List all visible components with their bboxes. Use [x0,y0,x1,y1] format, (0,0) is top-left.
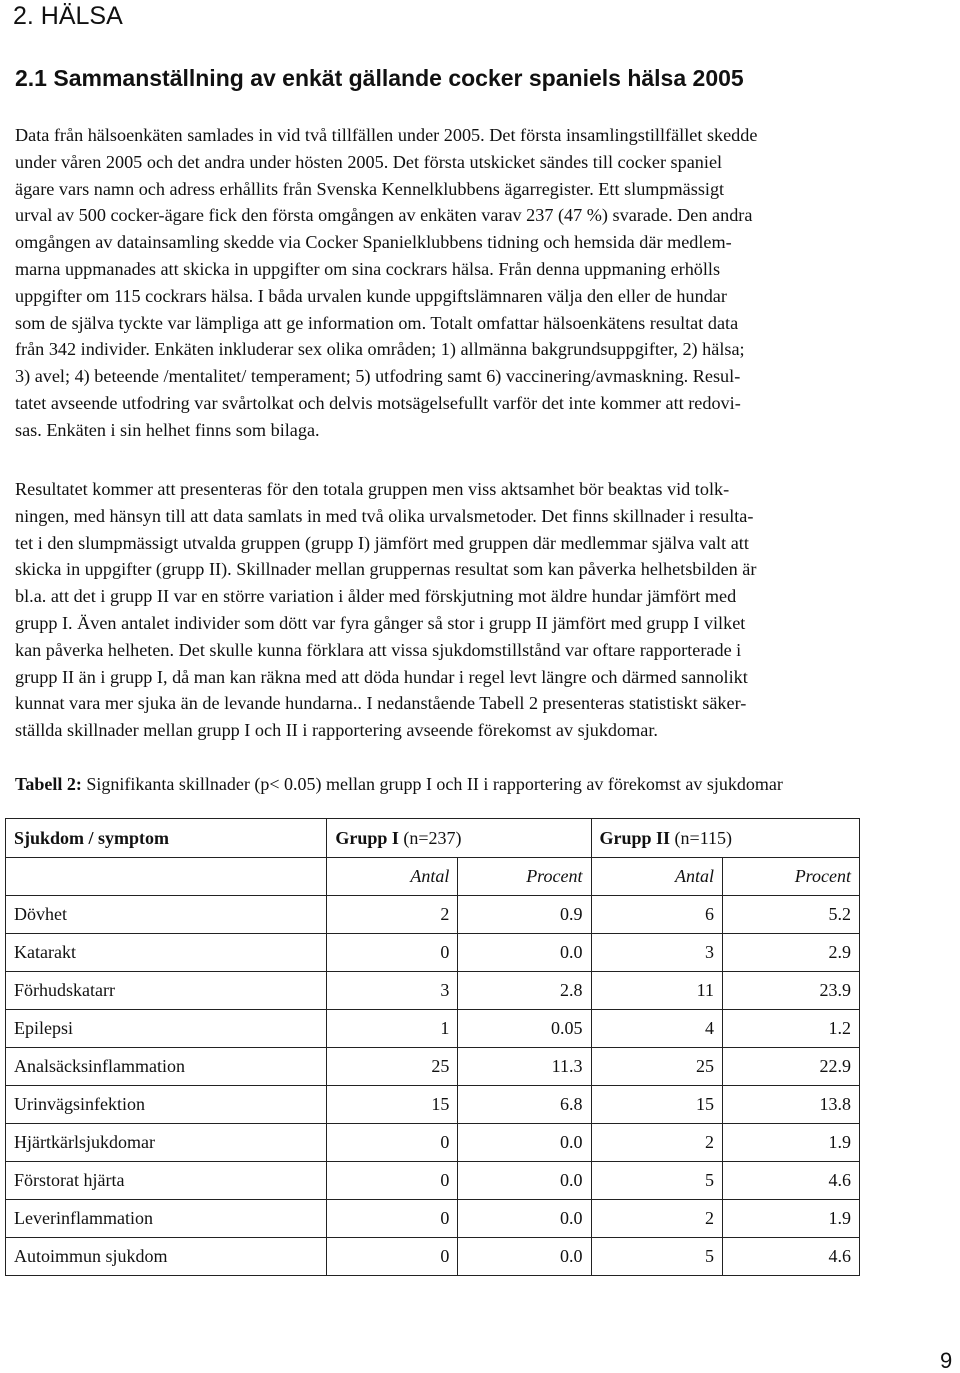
text-line: bl.a. att det i grupp II var en större variation i ålder med förskjutning mot äldre hundar jämfört med [15,586,737,607]
table-row [6,896,860,934]
cell-g1-procent: 0.0 [458,1124,591,1162]
text-line: kan påverka helheten. Det skulle kunna förklara att vissa sjukdomstillstånd var oftare rapporterade i [15,639,742,660]
header-group1-name: Grupp I [335,827,399,848]
text-line: marna uppmanades att skicka in uppgifter om sina cockrars hälsa. Från denna uppmaning erhölls [15,258,721,279]
cell-symptom: Hjärtkärlsjukdomar [6,1124,327,1162]
cell-g1-antal: 0 [327,1124,458,1162]
subheader-antal-g1: Antal [327,858,458,896]
page-number: 9 [940,1348,953,1373]
header-group2 [591,819,860,858]
subheader-procent-g1: Procent [458,858,591,896]
cell-g1-antal: 25 [327,1048,458,1086]
table-row [6,1200,860,1238]
cell-symptom: Autoimmun sjukdom [6,1238,327,1276]
header-group1-n: (n=237) [398,827,462,848]
cell-g2-procent: 1.9 [722,1200,859,1238]
table-row [6,1238,860,1276]
header-group1 [327,819,591,858]
cell-g1-antal: 0 [327,934,458,972]
cell-symptom: Förhudskatarr [6,972,327,1010]
cell-g2-procent: 23.9 [722,972,859,1010]
text-line: tet i den slumpmässigt utvalda gruppen (grupp I) jämfört med gruppen där medlemmar själva valt att [15,532,749,553]
table-row [6,1162,860,1200]
cell-g2-antal: 4 [591,1010,722,1048]
cell-symptom: Leverinflammation [6,1200,327,1238]
cell-g2-procent: 2.9 [722,934,859,972]
subheader-antal-g2: Antal [591,858,722,896]
header-group2-n: (n=115) [670,827,733,848]
table-row [6,1086,860,1124]
header-symptom: Sjukdom / symptom [6,819,327,858]
subheader-empty [6,858,327,896]
text-line: kunnat vara mer sjuka än de levande hundarna.. I nedanstående Tabell 2 presenteras statistiskt säker- [15,693,747,714]
section-heading: 2.1 Sammanställning av enkät gällande cocker spaniels hälsa 2005 [15,65,744,91]
text-line: grupp II än i grupp I, då man kan räkna med att döda hundar i regel levt längre och därmed sannolikt [15,666,748,687]
cell-g1-procent: 11.3 [458,1048,591,1086]
cell-g2-antal: 2 [591,1124,722,1162]
text-line: Data från hälsoenkäten samlades in vid två tillfällen under 2005. Det första insamlingstillfället skedde [15,125,758,145]
cell-g2-antal: 5 [591,1238,722,1276]
table-row [6,934,860,972]
chapter-heading: 2. HÄLSA [13,2,123,30]
table-row [6,1010,860,1048]
cell-symptom: Dövhet [6,896,327,934]
table-caption-text: Signifikanta skillnader (p< 0.05) mellan grupp I och II i rapportering av förekomst av sjukdomar [81,774,783,794]
cell-g1-antal: 0 [327,1200,458,1238]
cell-g2-antal: 3 [591,934,722,972]
cell-g2-antal: 11 [591,972,722,1010]
cell-g2-procent: 4.6 [722,1238,859,1276]
cell-g2-procent: 1.2 [722,1010,859,1048]
cell-g2-antal: 5 [591,1162,722,1200]
text-line: omgången av datainsamling skedde via Cocker Spanielklubbens tidning och hemsida där medlem- [15,232,732,253]
text-line: skicka in uppgifter (grupp II). Skillnader mellan gruppernas resultat som kan påverka helhetsbilden är [15,559,757,580]
cell-g2-antal: 25 [591,1048,722,1086]
text-line: ningen, med hänsyn till att data samlats in med två olika urvalsmetoder. Det finns skillnader i resulta- [15,505,754,526]
cell-g1-procent: 0.0 [458,1162,591,1200]
table-caption [15,771,783,797]
table-subheader-row [6,858,860,896]
cell-g2-procent: 13.8 [722,1086,859,1124]
cell-symptom: Urinvägsinfektion [6,1086,327,1124]
cell-g1-antal: 3 [327,972,458,1010]
table-row [6,1124,860,1162]
cell-g1-procent: 6.8 [458,1086,591,1124]
text-line: urval av 500 cocker-ägare fick den första omgången av enkäten varav 237 (47 %) svarade. Den andra [15,205,753,226]
cell-g2-procent: 4.6 [722,1162,859,1200]
text-line: sas. Enkäten i sin helhet finns som bilaga. [15,419,320,440]
text-line: som de själva tyckte var lämpliga att ge information om. Totalt omfattar hälsoenkätens resultat data [15,312,739,333]
cell-g1-antal: 1 [327,1010,458,1048]
intro-paragraph [15,122,955,444]
cell-g1-procent: 0.05 [458,1010,591,1048]
text-line: från 342 individer. Enkäten inkluderar sex olika områden; 1) allmänna bakgrundsuppgifter, 2) hälsa; [15,339,745,360]
cell-g2-procent: 1.9 [722,1124,859,1162]
cell-g2-antal: 6 [591,896,722,934]
text-line: grupp I. Även antalet individer som dött var fyra gånger så stor i grupp II jämfört med grupp I vilket [15,612,746,633]
table-header-row [6,819,860,858]
cell-g1-antal: 0 [327,1162,458,1200]
cell-symptom: Analsäcksinflammation [6,1048,327,1086]
subheader-procent-g2: Procent [722,858,859,896]
cell-g2-procent: 22.9 [722,1048,859,1086]
text-line: Resultatet kommer att presenteras för den totala gruppen men viss aktsamhet bör beaktas vid tolk- [15,479,730,499]
cell-g2-antal: 15 [591,1086,722,1124]
header-group2-name: Grupp II [599,827,671,848]
cell-g1-procent: 0.9 [458,896,591,934]
cell-symptom: Epilepsi [6,1010,327,1048]
cell-g1-antal: 2 [327,896,458,934]
text-line: under våren 2005 och det andra under hösten 2005. Det första utskicket sändes till cocker spaniel [15,151,723,172]
table-row [6,1048,860,1086]
text-line: tatet avseende utfodring var svårtolkat och delvis motsägelsefullt varför det inte kommer att redovi- [15,392,741,413]
disease-table [5,818,860,1276]
table-caption-label: Tabell 2: [15,774,82,794]
cell-g1-procent: 0.0 [458,1238,591,1276]
cell-symptom: Förstorat hjärta [6,1162,327,1200]
results-paragraph [15,476,955,744]
text-line: ägare vars namn och adress erhållits från Svenska Kennelklubbens ägarregister. Ett slumpmässigt [15,178,725,199]
cell-g1-antal: 0 [327,1238,458,1276]
cell-symptom: Katarakt [6,934,327,972]
table-row [6,972,860,1010]
text-line: 3) avel; 4) beteende /mentalitet/ temperament; 5) utfodring samt 6) vaccinering/avmaskning. Resul- [15,366,741,387]
cell-g1-antal: 15 [327,1086,458,1124]
cell-g2-procent: 5.2 [722,896,859,934]
cell-g1-procent: 2.8 [458,972,591,1010]
cell-g2-antal: 2 [591,1200,722,1238]
cell-g1-procent: 0.0 [458,934,591,972]
text-line: uppgifter om 115 cockrars hälsa. I båda urvalen kunde uppgiftslämnaren välja den eller de hundar [15,285,727,306]
cell-g1-procent: 0.0 [458,1200,591,1238]
text-line: ställda skillnader mellan grupp I och II i rapportering avseende förekomst av sjukdomar. [15,720,658,741]
